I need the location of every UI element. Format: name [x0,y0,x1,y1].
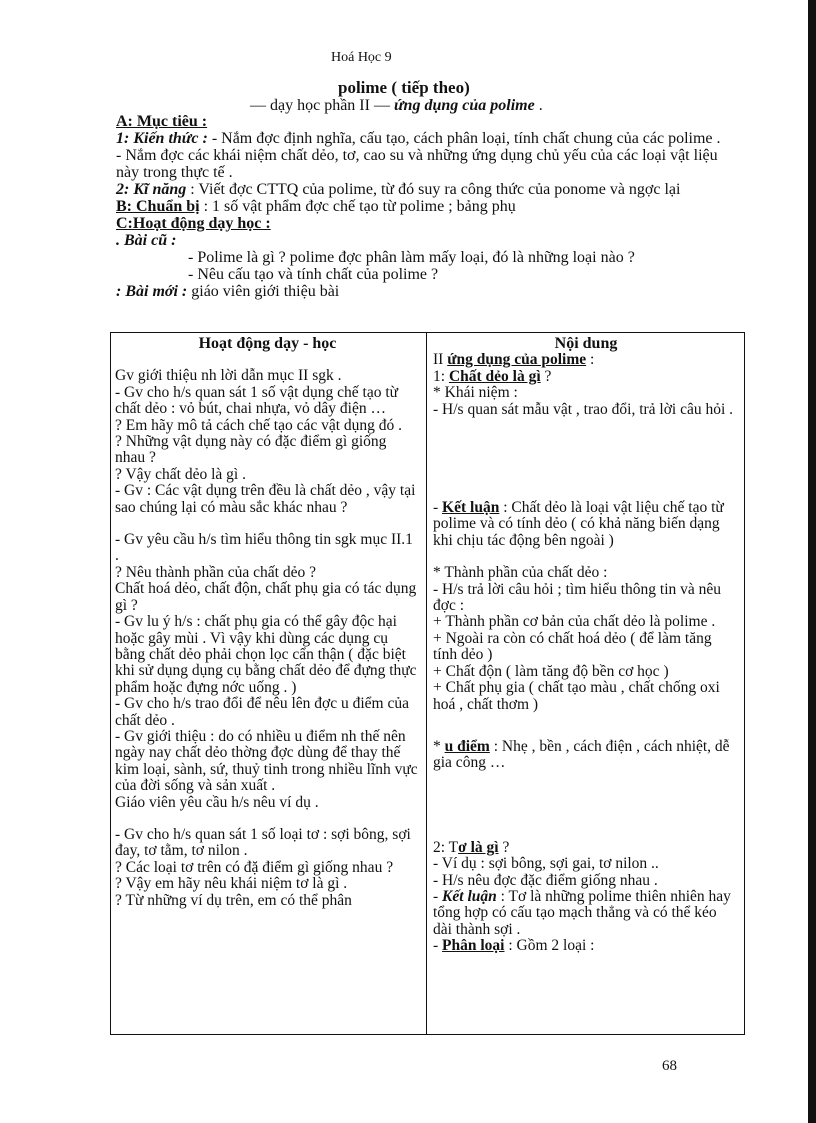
subtitle-prefix: — dạy học phần II — [250,97,390,114]
lesson-table [110,332,745,1035]
subtitle-topic: ứng dụng của polime [393,97,535,114]
skills-text: : Viết đợc CTTQ của polime, từ đó suy ra công thức của ponome và ngợc lại [190,181,681,198]
content-line: 2: T [433,838,459,856]
content-line: - [433,887,439,905]
content-line: + Thành phần cơ bản của chất dẻo là polime . [433,613,716,631]
content-line: * Thành phần của chất dẻo : [433,564,608,582]
page-title: polime ( tiếp theo) [338,78,470,97]
activity-line: ? Em hãy mô tả cách chế tạo các vật dụng đó . [115,416,403,434]
knowledge-text-2: - Nắm đợc các khái niệm chất dẻo, tơ, cao su và những ứng dụng chủ yếu của các loại vật liệu này trong thực tế . [116,147,718,181]
lesson-intro [116,113,738,300]
activity-line: Chất hoá dẻo, chất độn, chất phụ gia có tác dụng gì ? [115,580,417,614]
activity-line: - Gv cho h/s trao đổi để nêu lên đợc u điểm của chất dẻo . [115,695,410,729]
content-line: - Ví dụ : sợi bông, sợi gai, tơ nilon .. [433,855,659,873]
new-lesson-text: giáo viên giới thiệu bài [191,283,340,300]
activity-line: - Gv cho h/s quan sát 1 số vật dụng chế tạo từ chất dẻo : vỏ bút, chai nhựa, vỏ dây điện … [115,383,399,418]
activity-line: Giáo viên yêu cầu h/s nêu ví dụ . [115,793,319,811]
subtitle-suffix: . [538,97,543,114]
content-line: : Tơ là những polime thiên nhiên hay tổng hợp có cấu tạo mạch thẳng và có thể kéo dài thành sợi . [433,887,731,938]
content-line: : [590,351,595,369]
left-column-header: Hoạt động dạy - học [198,335,337,352]
content-line: - H/s nêu đợc đặc điểm giống nhau . [433,871,658,889]
fibers-heading: ơ là gì [458,838,499,856]
teaching-activities-column [115,333,420,909]
old-lesson-label: . Bài cũ : [116,232,177,249]
conclusion-label-2: Kết luận [442,887,497,905]
content-line: + Ngoài ra còn có chất hoá dẻo ( để làm tăng tính dẻo ) [433,629,712,664]
classification-label: Phân loại [442,937,505,955]
skills-label: 2: Kĩ năng [116,181,187,198]
content-line: ? [502,838,510,856]
activity-line: ? Từ những ví dụ trên, em có thể phân [115,891,352,909]
content-line: - H/s quan sát mẫu vật , trao đổi, trả lời câu hỏi . [433,400,734,418]
content-line: - [433,937,439,955]
content-line: - [433,499,439,517]
activity-line: ? Vậy em hãy nêu khái niệm tơ là gì . [115,875,348,893]
section-ii-heading: ứng dụng của polime [447,351,587,369]
activity-line: - Gv cho h/s quan sát 1 số loại tơ : sợi bông, sợi đay, tơ tằm, tơ nilon . [115,825,411,860]
content-line: + Chất độn ( làm tăng độ bền cơ học ) [433,662,669,680]
content-line: 1: [433,367,446,385]
page-edge-bar [808,0,816,1123]
preparation-text: : 1 số vật phẩm đợc chế tạo từ polime ; bảng phụ [203,198,516,215]
content-line: : Nhẹ , bền , cách điện , cách nhiệt, dễ gia công … [433,737,730,772]
conclusion-label: Kết luận [442,499,500,517]
review-question-1: - Polime là gì ? polime đợc phân làm mấy loại, đó là những loại nào ? [188,249,635,266]
activity-line: - Gv yêu cầu h/s tìm hiểu thông tin sgk mục II.1 . [115,531,413,565]
content-line: : Chất dẻo là loại vật liệu chế tạo từ polime và có tính dẻo ( có khả năng biến dạng khi chịu tác động bên ngoài ) [433,499,724,549]
content-line: ? [544,367,552,385]
activity-line: ? Các loại tơ trên có đặ điểm gì giống nhau ? [115,858,394,876]
content-line: * [433,737,441,755]
section-a-heading: A: Mục tiêu : [116,113,208,130]
content-line: + Chất phụ gia ( chất tạo màu , chất chống oxi hoá , chất thơm ) [433,679,720,713]
content-line: II [433,351,444,369]
activity-line: - Gv giới thiệu : do có nhiều u điểm nh thế nên ngày nay chất dẻo thờng đợc dùng để thay thế kim loại, sành, sứ, thuỷ tinh trong nhiều lĩnh vực của đời sống và sản xuất . [115,727,418,795]
page-number: 68 [662,1058,677,1074]
content-line: : Gồm 2 loại : [508,937,595,955]
activity-line: - Gv lu ý h/s : chất phụ gia có thể gây độc hại hoặc gây mùi . Vì vậy khi dùng các dụng cụ bằng chất dẻo phải chọn lọc cẩn thận ( đặc biệt khi sử dụng dụng cụ bằng chất dẻo để đựng thực phẩm hoặc đựng nớc uống . ) [115,613,417,696]
column-divider [426,333,427,1034]
plastics-heading: Chất dẻo là gì [448,367,541,385]
activity-line: ? Những vật dụng này có đặc điểm gì giống nhau ? [115,433,387,467]
subject-header: Hoá Học 9 [331,50,392,65]
content-column [433,333,739,955]
activity-line: - Gv : Các vật dụng trên đều là chất dẻo , vậy tại sao chúng lại có màu sắc khác nhau ? [115,482,416,516]
knowledge-label: 1: Kiến thức : [116,130,208,147]
activity-line: Gv giới thiệu nh lời dẫn mục II sgk . [115,367,342,385]
activity-line: ? Nêu thành phần của chất dẻo ? [115,563,316,581]
content-line: * Khái niệm : [433,384,518,402]
new-lesson-label: : Bài mới : [116,283,188,300]
activity-line: ? Vậy chất dẻo là gì . [115,465,246,483]
review-question-2: - Nêu cấu tạo và tính chất của polime ? [188,266,439,283]
knowledge-text: - Nắm đợc định nghĩa, cấu tạo, cách phân loại, tính chất chung của các polime . [211,130,721,147]
content-line: - H/s trả lời câu hỏi ; tìm hiểu thông tin và nêu đợc : [433,580,722,615]
section-c-heading: C:Hoạt động dạy học : [116,215,271,232]
section-b-heading: B: Chuẩn bị [116,198,200,215]
right-column-header: Nội dung [554,335,618,352]
advantages-label: u điểm [444,737,490,755]
